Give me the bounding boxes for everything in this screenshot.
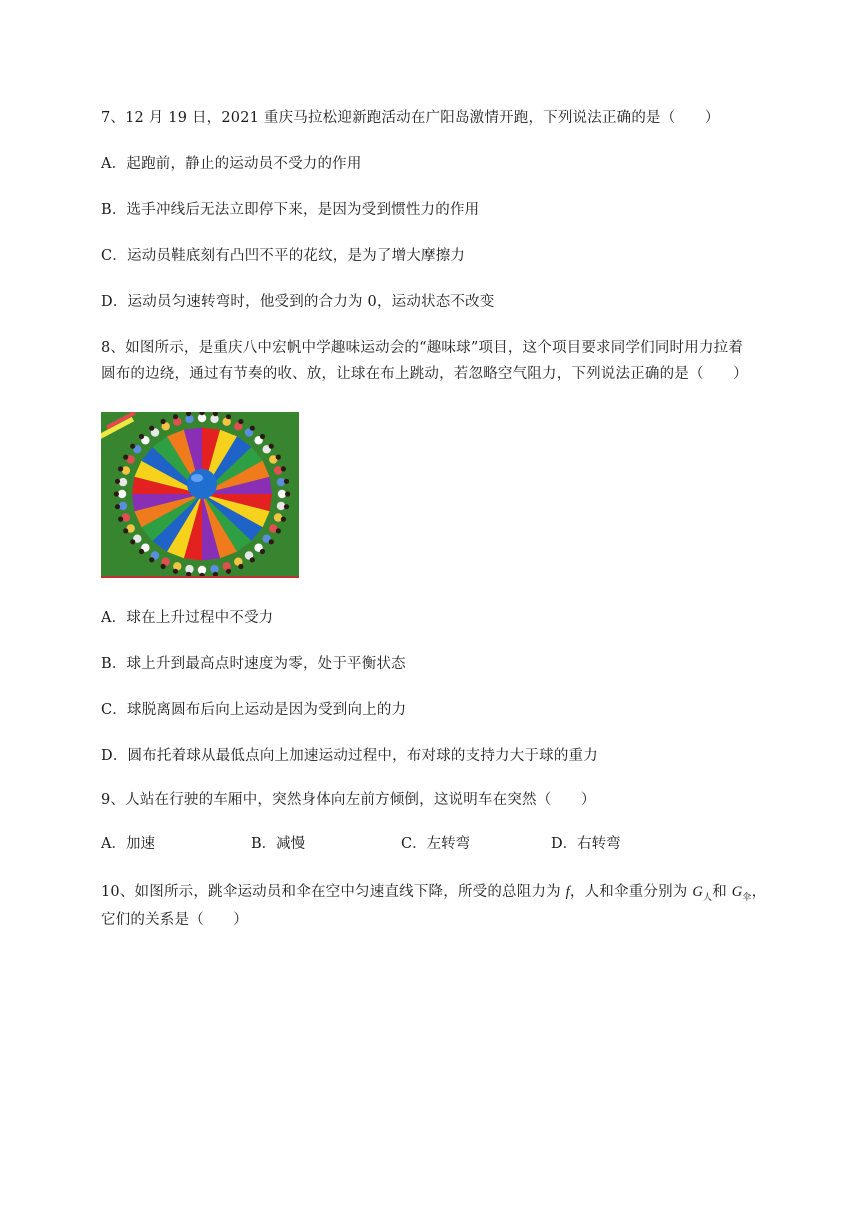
child-figure: [277, 502, 285, 510]
q10-text-a: 10、如图所示，跳伞运动员和伞在空中匀速直线下降，所受的总阻力为: [101, 884, 566, 900]
q10-gravity-symbol-umbrella: G: [731, 884, 743, 900]
child-head: [281, 466, 286, 471]
q9-stem: 9、人站在行驶的车厢中，突然身体向左前方倾倒，这说明车在突然（ ）: [101, 792, 596, 808]
q8-option-a: A．球在上升过程中不受力: [101, 610, 274, 626]
child-head: [139, 434, 144, 439]
child-head: [115, 504, 120, 509]
child-head: [260, 549, 265, 554]
q10-text-b: ，人和伞重分别为: [569, 884, 693, 900]
child-head: [161, 419, 166, 424]
q8-stem-line-1: 8、如图所示，是重庆八中宏帆中学趣味运动会的“趣味球”项目，这个项目要求同学们同时用力拉着: [101, 340, 744, 356]
q9-option-a: A．加速: [101, 836, 155, 852]
child-head: [285, 491, 290, 496]
q10-text-comma: ，: [751, 884, 767, 900]
q7-option-a: A．起跑前，静止的运动员不受力的作用: [101, 156, 362, 172]
child-head: [260, 434, 265, 439]
child-head: [130, 539, 135, 544]
child-head: [281, 517, 286, 522]
child-head: [149, 426, 154, 431]
child-head: [276, 455, 281, 460]
child-head: [123, 455, 128, 460]
child-head: [149, 557, 154, 562]
q8-option-d: D．圆布托着球从最低点向上加速运动过程中，布对球的支持力大于球的重力: [101, 748, 598, 764]
child-figure: [274, 466, 282, 474]
q7-option-b: B．选手冲线后无法立即停下来，是因为受到惯性力的作用: [101, 202, 480, 218]
q7-option-c: C．运动员鞋底刻有凸凹不平的花纹，是为了增大摩擦力: [101, 248, 466, 264]
child-head: [130, 444, 135, 449]
child-head: [276, 528, 281, 533]
q7-stem: 7、12 月 19 日，2021 重庆马拉松迎新跑活动在广阳岛激情开跑，下列说法正确的是（ ）: [101, 110, 720, 126]
child-head: [161, 564, 166, 569]
child-head: [284, 504, 289, 509]
child-head: [173, 569, 178, 574]
child-head: [139, 549, 144, 554]
child-figure: [118, 490, 126, 498]
q9-option-c: C．左转弯: [401, 836, 471, 852]
child-head: [284, 479, 289, 484]
q9-options: [101, 834, 741, 854]
child-head: [115, 479, 120, 484]
child-head: [250, 426, 255, 431]
q10-stem-line-2: 它们的关系是（ ）: [101, 912, 248, 928]
child-figure: [119, 502, 127, 510]
child-head: [269, 539, 274, 544]
child-head: [173, 414, 178, 419]
child-head: [250, 557, 255, 562]
parachute-game-photo: [101, 412, 299, 578]
q10-stem-line-1: [101, 882, 766, 904]
q10-subscript-umbrella: 伞: [742, 893, 752, 903]
q8-option-b: B．球上升到最高点时速度为零，处于平衡状态: [101, 656, 406, 672]
q8-option-c: C．球脱离圆布后向上运动是因为受到向上的力: [101, 702, 407, 718]
q10-resistance-symbol: f: [565, 884, 570, 900]
child-head: [226, 414, 231, 419]
q10-gravity-symbol-person: G: [692, 884, 703, 900]
child-figure: [278, 490, 286, 498]
child-head: [118, 466, 123, 471]
child-figure: [277, 478, 285, 486]
q9-option-b: B．减慢: [251, 836, 306, 852]
q9-option-d: D．右转弯: [551, 836, 621, 852]
q8-stem-line-2: 圆布的边绕，通过有节奏的收、放，让球在布上跳动，若忽略空气阻力，下列说法正确的是（ ）: [101, 366, 748, 382]
child-head: [238, 564, 243, 569]
q7-option-d: D．运动员匀速转弯时，他受到的合力为 0，运动状态不改变: [101, 294, 495, 310]
q10-text-and: 和: [712, 884, 732, 900]
child-head: [269, 444, 274, 449]
child-head: [226, 569, 231, 574]
child-head: [114, 491, 119, 496]
child-figure: [274, 513, 282, 521]
child-head: [238, 419, 243, 424]
child-figure: [119, 478, 127, 486]
child-figure: [122, 513, 130, 521]
child-head: [123, 528, 128, 533]
child-head: [118, 517, 123, 522]
q10-subscript-person: 人: [703, 893, 713, 903]
child-figure: [122, 466, 130, 474]
